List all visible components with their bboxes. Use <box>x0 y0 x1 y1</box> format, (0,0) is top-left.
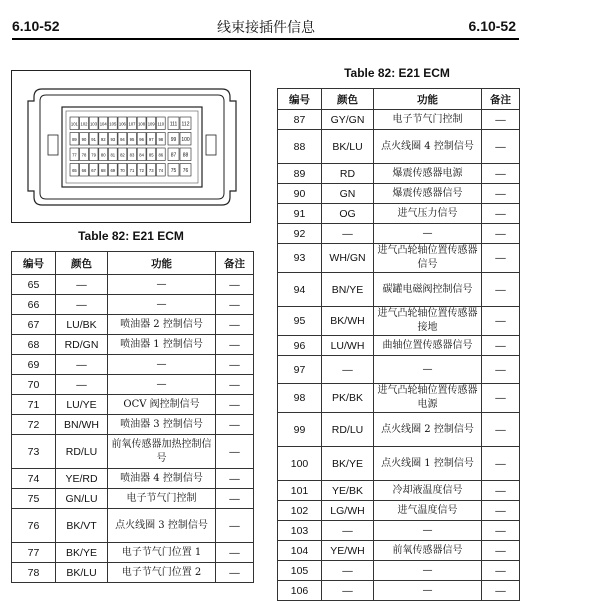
connector-pin-label: 70 <box>120 167 125 173</box>
pin-number-cell: 75 <box>12 489 56 509</box>
function-cell: 电子节气门控制 <box>374 110 482 130</box>
note-cell: — <box>216 375 254 395</box>
connector-pin-label: 89 <box>72 136 77 142</box>
note-cell: — <box>482 244 520 273</box>
note-cell: — <box>482 336 520 356</box>
pin-number-cell: 93 <box>278 244 322 273</box>
connector-drawing <box>12 71 252 224</box>
wire-color-cell: WH/GN <box>322 244 374 273</box>
note-cell: — <box>482 521 520 541</box>
table-row <box>278 164 520 184</box>
function-cell: 进气凸轮轴位置传感器接地 <box>374 307 482 336</box>
function-cell: 爆震传感器电源 <box>374 164 482 184</box>
table-row <box>12 509 254 543</box>
function-cell: — <box>374 561 482 581</box>
wire-color-cell: — <box>322 581 374 601</box>
connector-pin-label: 69 <box>110 167 116 173</box>
table-row <box>278 541 520 561</box>
table-header-row <box>12 252 254 275</box>
connector-pin-label: 74 <box>158 167 164 173</box>
function-cell: 进气压力信号 <box>374 204 482 224</box>
function-cell: 前氧传感器加热控制信号 <box>108 435 216 469</box>
function-cell: — <box>374 521 482 541</box>
pin-number-cell: 96 <box>278 336 322 356</box>
connector-pin-label: 75 <box>170 167 177 174</box>
connector-pin-label: 83 <box>129 152 135 158</box>
connector-pin-label: 95 <box>129 136 135 142</box>
wire-color-cell: LU/BK <box>56 315 108 335</box>
wire-color-cell: RD <box>322 164 374 184</box>
function-cell: 点火线圈 3 控制信号 <box>108 509 216 543</box>
header-rule <box>12 38 519 40</box>
wire-color-cell: GN/LU <box>56 489 108 509</box>
column-header-note: 备注 <box>482 89 520 110</box>
wire-color-cell: BN/YE <box>322 273 374 307</box>
function-cell: 点火线圈 1 控制信号 <box>374 447 482 481</box>
connector-pin-label: 67 <box>91 167 96 173</box>
wire-color-cell: BK/LU <box>322 130 374 164</box>
pin-number-cell: 66 <box>12 295 56 315</box>
pin-number-cell: 74 <box>12 469 56 489</box>
function-cell: 电子节气门控制 <box>108 489 216 509</box>
table-row <box>278 384 520 413</box>
function-cell: — <box>108 295 216 315</box>
wire-color-cell: — <box>56 375 108 395</box>
table-row <box>12 335 254 355</box>
connector-pin-label: 91 <box>91 136 96 142</box>
pin-number-cell: 89 <box>278 164 322 184</box>
pin-number-cell: 102 <box>278 501 322 521</box>
note-cell: — <box>216 489 254 509</box>
column-header-color: 颜色 <box>56 252 108 275</box>
table-row <box>278 561 520 581</box>
note-cell: — <box>482 204 520 224</box>
column-header-number: 编号 <box>12 252 56 275</box>
page-title: 线束接插件信息 <box>217 20 315 36</box>
connector-pin-label: 92 <box>100 136 106 142</box>
connector-pin-label: 81 <box>110 152 116 158</box>
pin-number-cell: 106 <box>278 581 322 601</box>
function-cell: 点火线圈 4 控制信号 <box>374 130 482 164</box>
pin-number-cell: 103 <box>278 521 322 541</box>
wire-color-cell: GN <box>322 184 374 204</box>
connector-pin-label: 66 <box>81 167 87 173</box>
connector-pin-label: 65 <box>72 167 77 173</box>
note-cell: — <box>216 563 254 583</box>
function-cell: — <box>108 275 216 295</box>
wire-color-cell: GY/GN <box>322 110 374 130</box>
page-number-right: 6.10-52 <box>468 18 516 34</box>
right-pin-table <box>277 88 520 601</box>
connector-pin-label: 112 <box>181 121 190 128</box>
connector-pin-label: 84 <box>139 152 144 158</box>
table-row <box>12 489 254 509</box>
connector-pin-label: 98 <box>158 136 164 142</box>
note-cell: — <box>482 273 520 307</box>
table-row <box>278 273 520 307</box>
table-header-row <box>278 89 520 110</box>
connector-pin-label: 71 <box>129 167 135 173</box>
column-header-function: 功能 <box>374 89 482 110</box>
pin-number-cell: 69 <box>12 355 56 375</box>
wire-color-cell: RD/LU <box>56 435 108 469</box>
left-pin-table <box>11 251 254 583</box>
note-cell: — <box>482 224 520 244</box>
connector-pin-label: 72 <box>139 167 144 173</box>
connector-pin-label: 73 <box>148 167 154 173</box>
note-cell: — <box>216 509 254 543</box>
connector-pin-label: 105 <box>109 121 117 127</box>
wire-color-cell: PK/BK <box>322 384 374 413</box>
table-row <box>12 275 254 295</box>
connector-pin-label: 101 <box>70 121 78 127</box>
note-cell: — <box>482 413 520 447</box>
column-header-note: 备注 <box>216 252 254 275</box>
wire-color-cell: YE/RD <box>56 469 108 489</box>
function-cell: 喷油器 3 控制信号 <box>108 415 216 435</box>
function-cell: 喷油器 2 控制信号 <box>108 315 216 335</box>
pin-number-cell: 73 <box>12 435 56 469</box>
pin-number-cell: 71 <box>12 395 56 415</box>
function-cell: 冷却液温度信号 <box>374 481 482 501</box>
note-cell: — <box>482 541 520 561</box>
table-row <box>278 336 520 356</box>
note-cell: — <box>216 395 254 415</box>
wire-color-cell: BK/VT <box>56 509 108 543</box>
note-cell: — <box>482 356 520 384</box>
left-table-caption: Table 82: E21 ECM <box>78 229 184 243</box>
table-row <box>278 130 520 164</box>
pin-number-cell: 94 <box>278 273 322 307</box>
table-row <box>12 355 254 375</box>
wire-color-cell: — <box>56 355 108 375</box>
function-cell: 点火线圈 2 控制信号 <box>374 413 482 447</box>
connector-pin-label: 78 <box>81 152 87 158</box>
connector-pin-label: 77 <box>72 152 77 158</box>
pin-number-cell: 78 <box>12 563 56 583</box>
table-row <box>278 184 520 204</box>
table-row <box>12 375 254 395</box>
wire-color-cell: YE/WH <box>322 541 374 561</box>
wire-color-cell: — <box>322 521 374 541</box>
note-cell: — <box>482 481 520 501</box>
note-cell: — <box>482 501 520 521</box>
function-cell: OCV 阀控制信号 <box>108 395 216 415</box>
page-header <box>0 0 602 40</box>
table-row <box>12 543 254 563</box>
wire-color-cell: RD/GN <box>56 335 108 355</box>
wire-color-cell: — <box>56 295 108 315</box>
table-row <box>278 521 520 541</box>
column-header-number: 编号 <box>278 89 322 110</box>
table-row <box>278 307 520 336</box>
right-table-caption: Table 82: E21 ECM <box>344 66 450 80</box>
connector-pin-label: 103 <box>90 121 98 127</box>
pin-number-cell: 72 <box>12 415 56 435</box>
column-header-color: 颜色 <box>322 89 374 110</box>
function-cell: 电子节气门位置 2 <box>108 563 216 583</box>
wire-color-cell: OG <box>322 204 374 224</box>
table-row <box>278 224 520 244</box>
pin-number-cell: 70 <box>12 375 56 395</box>
note-cell: — <box>482 164 520 184</box>
pin-number-cell: 95 <box>278 307 322 336</box>
wire-color-cell: — <box>56 275 108 295</box>
note-cell: — <box>216 543 254 563</box>
function-cell: — <box>374 224 482 244</box>
connector-pin-label: 109 <box>147 121 155 127</box>
pin-number-cell: 104 <box>278 541 322 561</box>
wire-color-cell: — <box>322 561 374 581</box>
note-cell: — <box>482 384 520 413</box>
note-cell: — <box>216 335 254 355</box>
table-row <box>278 501 520 521</box>
page-number-left: 6.10-52 <box>12 18 60 34</box>
table-row <box>278 413 520 447</box>
table-row <box>12 315 254 335</box>
pin-number-cell: 98 <box>278 384 322 413</box>
wire-color-cell: BK/YE <box>322 447 374 481</box>
pin-number-cell: 105 <box>278 561 322 581</box>
function-cell: 曲轴位置传感器信号 <box>374 336 482 356</box>
pin-number-cell: 88 <box>278 130 322 164</box>
wire-color-cell: RD/LU <box>322 413 374 447</box>
wire-color-cell: BK/LU <box>56 563 108 583</box>
function-cell: — <box>374 581 482 601</box>
pin-number-cell: 68 <box>12 335 56 355</box>
table-row <box>12 435 254 469</box>
function-cell: 碳罐电磁阀控制信号 <box>374 273 482 307</box>
pin-number-cell: 87 <box>278 110 322 130</box>
note-cell: — <box>482 110 520 130</box>
note-cell: — <box>216 355 254 375</box>
note-cell: — <box>216 415 254 435</box>
pin-number-cell: 100 <box>278 447 322 481</box>
connector-pin-label: 76 <box>182 167 189 174</box>
table-row <box>278 447 520 481</box>
connector-pin-label: 80 <box>100 152 106 158</box>
wire-color-cell: BN/WH <box>56 415 108 435</box>
table-row <box>12 295 254 315</box>
note-cell: — <box>216 469 254 489</box>
note-cell: — <box>482 307 520 336</box>
pin-number-cell: 92 <box>278 224 322 244</box>
connector-pin-label: 111 <box>169 121 178 128</box>
function-cell: 进气凸轮轴位置传感器电源 <box>374 384 482 413</box>
pin-number-cell: 91 <box>278 204 322 224</box>
function-cell: 进气温度信号 <box>374 501 482 521</box>
table-row <box>278 581 520 601</box>
function-cell: 喷油器 1 控制信号 <box>108 335 216 355</box>
table-row <box>278 356 520 384</box>
wire-color-cell: YE/BK <box>322 481 374 501</box>
wire-color-cell: LU/WH <box>322 336 374 356</box>
connector-pin-label: 99 <box>170 136 177 143</box>
connector-pin-label: 94 <box>120 136 125 142</box>
table-row <box>278 110 520 130</box>
note-cell: — <box>216 275 254 295</box>
connector-pin-label: 68 <box>100 167 106 173</box>
table-row <box>12 415 254 435</box>
function-cell: — <box>374 356 482 384</box>
wire-color-cell: — <box>322 356 374 384</box>
connector-pin-label: 107 <box>128 121 136 127</box>
table-row <box>12 395 254 415</box>
connector-pin-label: 97 <box>148 136 154 142</box>
note-cell: — <box>216 315 254 335</box>
table-row <box>12 563 254 583</box>
connector-pin-label: 110 <box>157 121 165 127</box>
connector-pin-label: 93 <box>110 136 116 142</box>
connector-pin-label: 104 <box>99 121 107 127</box>
function-cell: 进气凸轮轴位置传感器信号 <box>374 244 482 273</box>
pin-number-cell: 67 <box>12 315 56 335</box>
function-cell: — <box>108 355 216 375</box>
note-cell: — <box>216 435 254 469</box>
pin-number-cell: 101 <box>278 481 322 501</box>
note-cell: — <box>482 130 520 164</box>
note-cell: — <box>482 184 520 204</box>
connector-pin-label: 85 <box>148 152 154 158</box>
connector-pin-label: 102 <box>80 121 88 127</box>
pin-number-cell: 99 <box>278 413 322 447</box>
wire-color-cell: BK/WH <box>322 307 374 336</box>
connector-pin-label: 108 <box>138 121 146 127</box>
pin-number-cell: 76 <box>12 509 56 543</box>
note-cell: — <box>482 561 520 581</box>
connector-pin-label: 90 <box>81 136 87 142</box>
connector-pin-label: 87 <box>170 152 177 159</box>
function-cell: 喷油器 4 控制信号 <box>108 469 216 489</box>
function-cell: — <box>108 375 216 395</box>
table-row <box>278 244 520 273</box>
connector-pin-label: 82 <box>120 152 125 158</box>
function-cell: 电子节气门位置 1 <box>108 543 216 563</box>
connector-pin-label: 88 <box>182 152 189 159</box>
connector-pin-label: 86 <box>158 152 164 158</box>
pin-number-cell: 77 <box>12 543 56 563</box>
function-cell: 爆震传感器信号 <box>374 184 482 204</box>
pin-number-cell: 90 <box>278 184 322 204</box>
pin-number-cell: 97 <box>278 356 322 384</box>
wire-color-cell: LG/WH <box>322 501 374 521</box>
connector-pin-label: 96 <box>139 136 144 142</box>
table-row <box>278 204 520 224</box>
note-cell: — <box>482 581 520 601</box>
pin-number-cell: 65 <box>12 275 56 295</box>
note-cell: — <box>216 295 254 315</box>
connector-pin-label: 79 <box>91 152 96 158</box>
column-header-function: 功能 <box>108 252 216 275</box>
wire-color-cell: BK/YE <box>56 543 108 563</box>
connector-pin-label: 106 <box>118 121 126 127</box>
table-row <box>12 469 254 489</box>
wire-color-cell: LU/YE <box>56 395 108 415</box>
wire-color-cell: — <box>322 224 374 244</box>
connector-pin-label: 100 <box>181 136 190 143</box>
connector-diagram <box>11 70 251 223</box>
note-cell: — <box>482 447 520 481</box>
function-cell: 前氧传感器信号 <box>374 541 482 561</box>
table-row <box>278 481 520 501</box>
